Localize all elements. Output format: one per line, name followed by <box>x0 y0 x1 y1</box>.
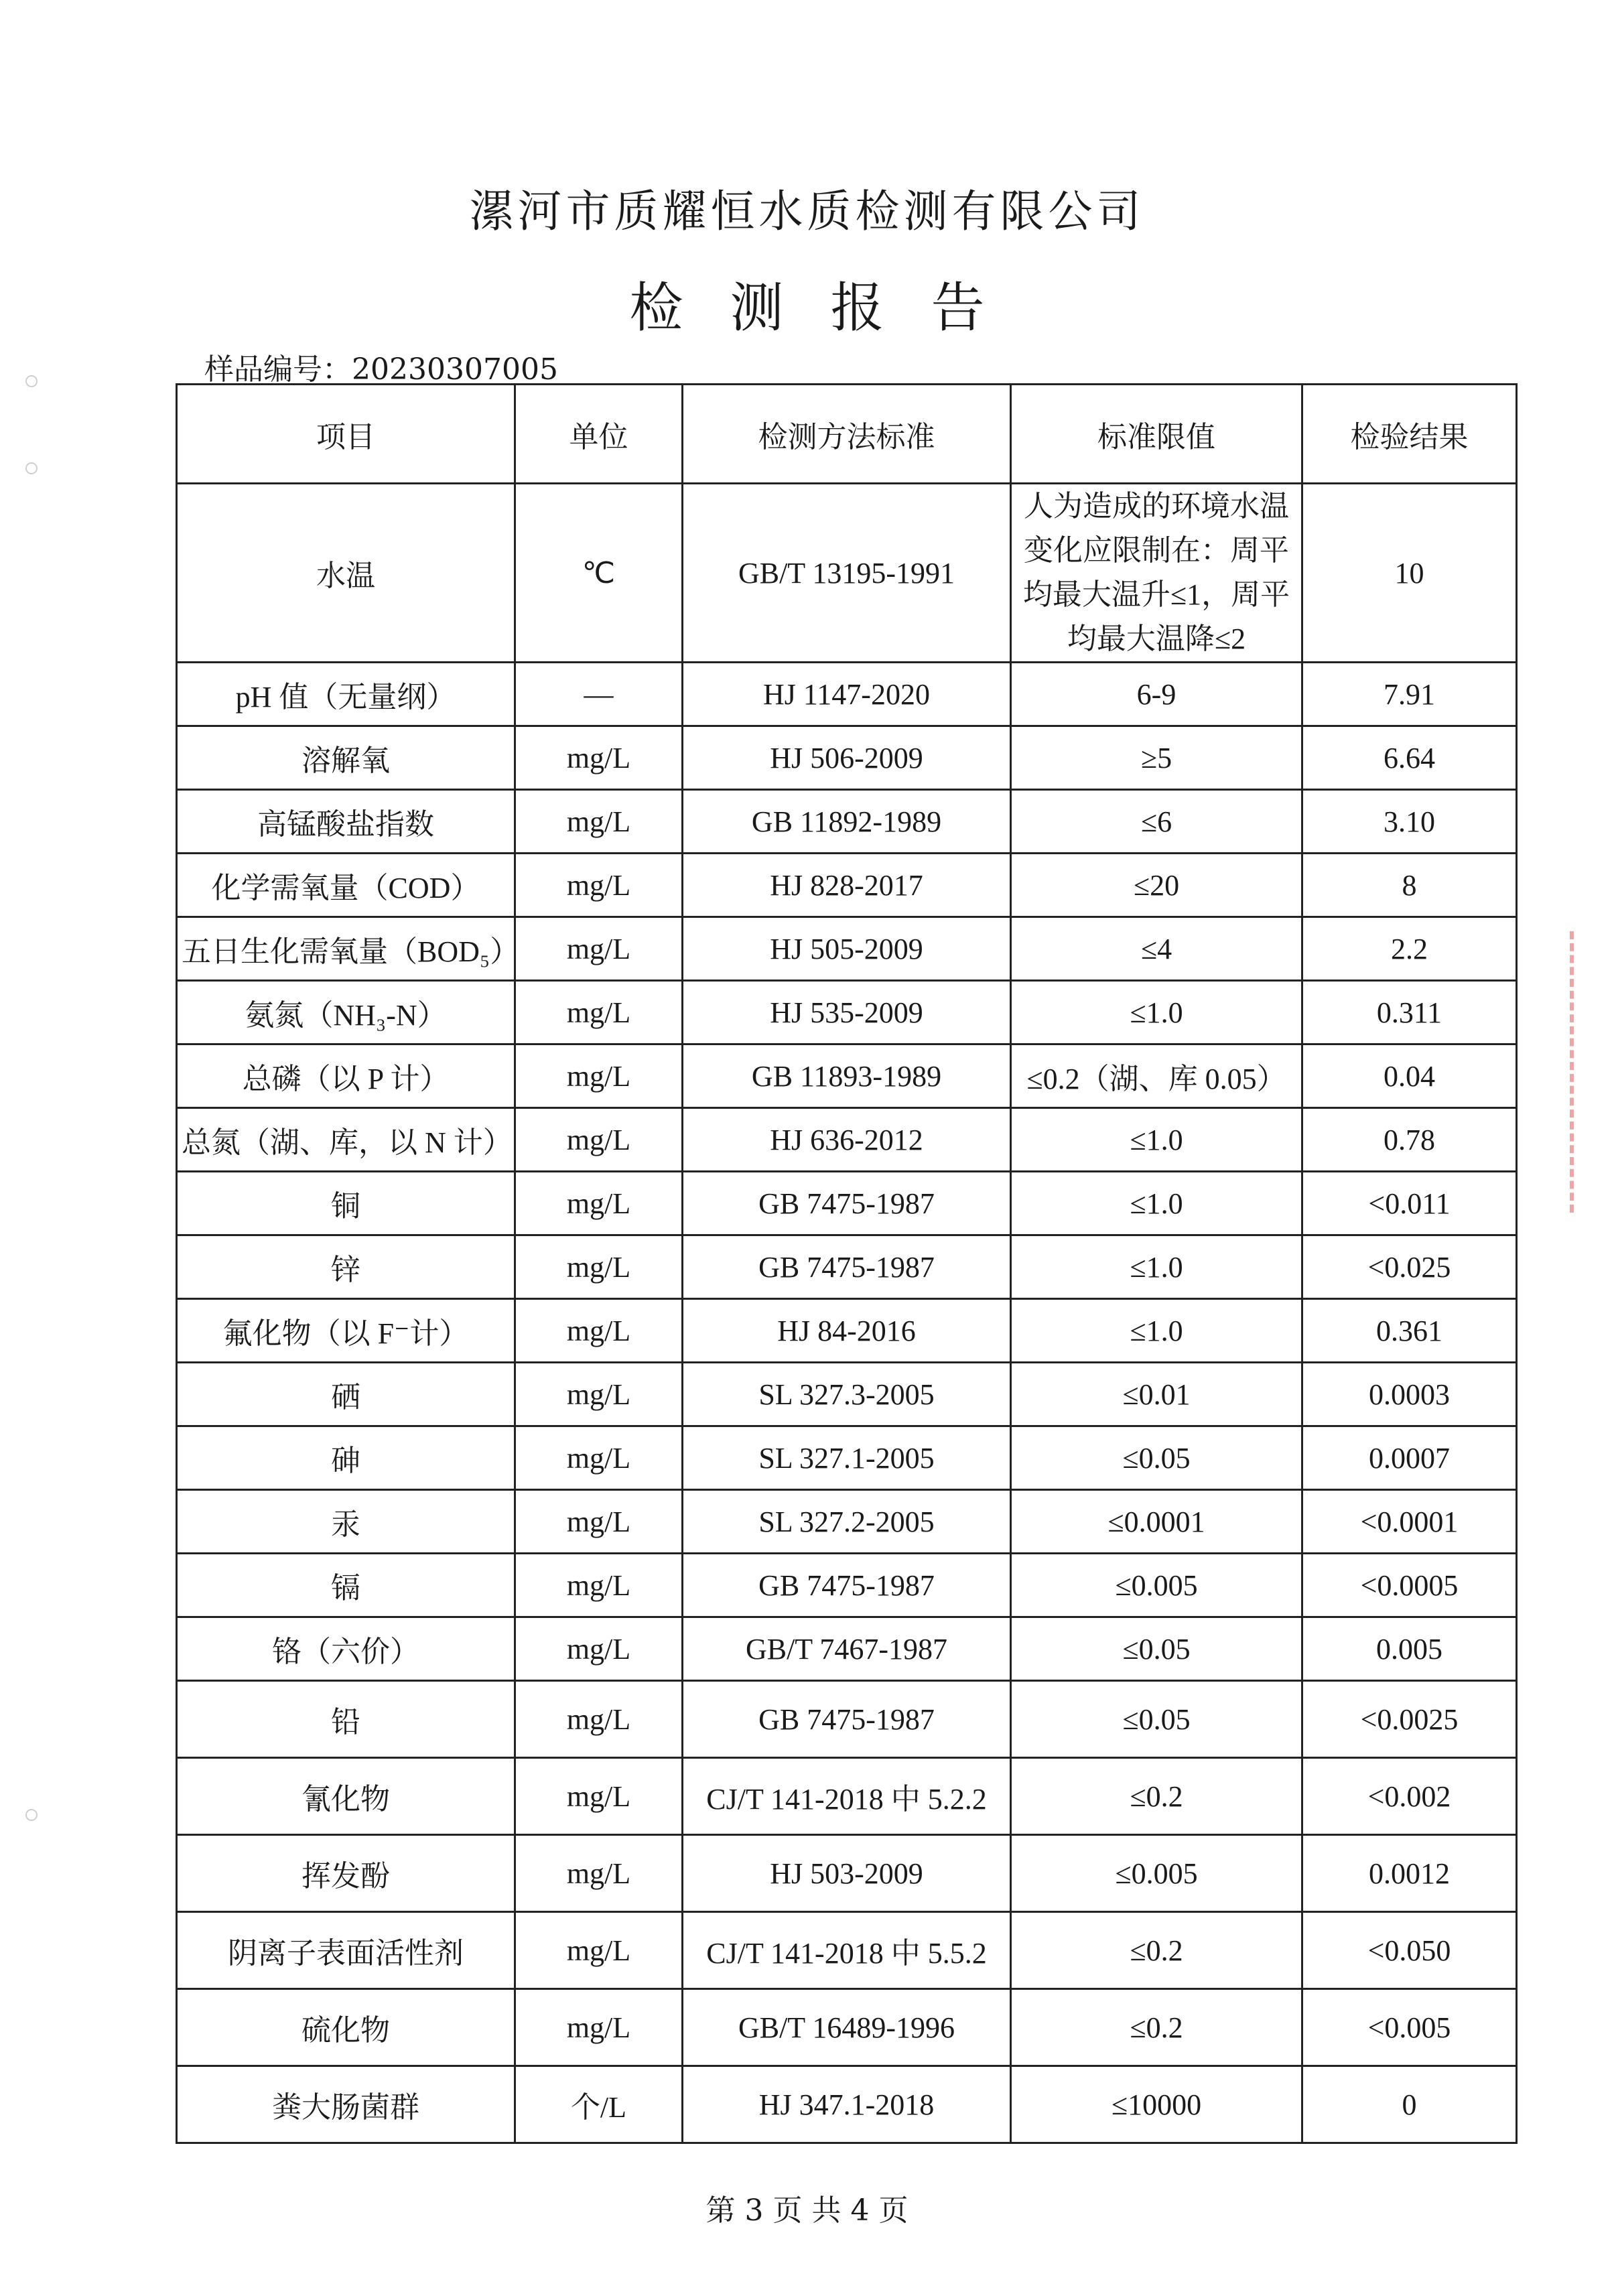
cell-unit: ℃ <box>515 484 683 663</box>
cell-method: GB 7475-1987 <box>683 1681 1011 1758</box>
table-row <box>177 1681 1517 1758</box>
cell-item: 锌 <box>177 1235 515 1299</box>
scan-mark <box>25 462 38 474</box>
cell-unit: mg/L <box>515 1426 683 1490</box>
header-item: 项目 <box>177 385 515 484</box>
cell-limit: ≤1.0 <box>1011 1108 1302 1172</box>
table-row <box>177 1554 1517 1617</box>
cell-item: 铬（六价） <box>177 1617 515 1681</box>
cell-item: 砷 <box>177 1426 515 1490</box>
scan-mark <box>25 375 38 387</box>
cell-item: 五日生化需氧量（BOD₅） <box>177 917 515 981</box>
cell-method: HJ 1147-2020 <box>683 663 1011 726</box>
cell-limit: ≤0.05 <box>1011 1426 1302 1490</box>
cell-unit: — <box>515 663 683 726</box>
cell-item: 挥发酚 <box>177 1835 515 1912</box>
cell-item: 溶解氧 <box>177 726 515 790</box>
page-footer: 第 3 页 共 4 页 <box>705 2193 909 2228</box>
cell-item: 总氮（湖、库，以 N 计） <box>177 1108 515 1172</box>
cell-item: pH 值（无量纲） <box>177 663 515 726</box>
cell-method: HJ 503-2009 <box>683 1835 1011 1912</box>
cell-limit: ≥5 <box>1011 726 1302 790</box>
table-row <box>177 663 1517 726</box>
cell-item: 总磷（以 P 计） <box>177 1044 515 1108</box>
cell-unit: mg/L <box>515 1363 683 1426</box>
cell-result: <0.025 <box>1302 1235 1517 1299</box>
cell-result: <0.0025 <box>1302 1681 1517 1758</box>
cell-method: GB 7475-1987 <box>683 1172 1011 1235</box>
cell-limit: ≤0.01 <box>1011 1363 1302 1426</box>
cell-result: <0.0005 <box>1302 1554 1517 1617</box>
cell-result: <0.005 <box>1302 1989 1517 2066</box>
cell-method: HJ 505-2009 <box>683 917 1011 981</box>
table-row <box>177 1299 1517 1363</box>
cell-method: HJ 535-2009 <box>683 981 1011 1044</box>
cell-limit: ≤4 <box>1011 917 1302 981</box>
table-row <box>177 1108 1517 1172</box>
company-name: 漯河市质耀恒水质检测有限公司 <box>469 186 1145 237</box>
cell-limit: ≤1.0 <box>1011 1172 1302 1235</box>
cell-item: 水温 <box>177 484 515 663</box>
table-header-row <box>177 385 1517 484</box>
cell-method: SL 327.1-2005 <box>683 1426 1011 1490</box>
header-limit: 标准限值 <box>1011 385 1302 484</box>
cell-result: 0.0012 <box>1302 1835 1517 1912</box>
cell-item: 铅 <box>177 1681 515 1758</box>
cell-result: <0.002 <box>1302 1758 1517 1835</box>
cell-item: 高锰酸盐指数 <box>177 790 515 854</box>
cell-unit: mg/L <box>515 1912 683 1989</box>
cell-result: 2.2 <box>1302 917 1517 981</box>
table-row <box>177 1044 1517 1108</box>
cell-method: HJ 506-2009 <box>683 726 1011 790</box>
table-row <box>177 1835 1517 1912</box>
cell-item: 氨氮（NH₃-N） <box>177 981 515 1044</box>
cell-unit: mg/L <box>515 1835 683 1912</box>
cell-unit: mg/L <box>515 917 683 981</box>
table-row <box>177 1758 1517 1835</box>
cell-limit: ≤0.2 <box>1011 1758 1302 1835</box>
cell-result: 0.005 <box>1302 1617 1517 1681</box>
cell-item: 铜 <box>177 1172 515 1235</box>
cell-limit: 6-9 <box>1011 663 1302 726</box>
cell-method: GB 11892-1989 <box>683 790 1011 854</box>
table-row <box>177 981 1517 1044</box>
cell-item: 氟化物（以 F⁻计） <box>177 1299 515 1363</box>
cell-limit: ≤0.005 <box>1011 1554 1302 1617</box>
cell-unit: mg/L <box>515 1108 683 1172</box>
cell-method: SL 327.2-2005 <box>683 1490 1011 1554</box>
cell-unit: mg/L <box>515 854 683 917</box>
cell-unit: mg/L <box>515 1617 683 1681</box>
header-method: 检测方法标准 <box>683 385 1011 484</box>
table-row <box>177 1426 1517 1490</box>
cell-limit: ≤1.0 <box>1011 1299 1302 1363</box>
cell-result: 0.0007 <box>1302 1426 1517 1490</box>
cell-limit: ≤1.0 <box>1011 981 1302 1044</box>
cell-method: CJ/T 141-2018 中 5.2.2 <box>683 1758 1011 1835</box>
table-row <box>177 1989 1517 2066</box>
cell-unit: mg/L <box>515 1490 683 1554</box>
cell-item: 硒 <box>177 1363 515 1426</box>
table-row <box>177 1617 1517 1681</box>
results-table <box>176 383 1518 2144</box>
cell-limit: ≤0.05 <box>1011 1617 1302 1681</box>
cell-method: GB/T 13195-1991 <box>683 484 1011 663</box>
table-row <box>177 484 1517 663</box>
cell-unit: mg/L <box>515 726 683 790</box>
cell-unit: mg/L <box>515 1989 683 2066</box>
cell-limit: ≤0.0001 <box>1011 1490 1302 1554</box>
cell-item: 硫化物 <box>177 1989 515 2066</box>
table-row <box>177 1235 1517 1299</box>
cell-method: HJ 347.1-2018 <box>683 2066 1011 2143</box>
table-row <box>177 854 1517 917</box>
cell-method: GB 11893-1989 <box>683 1044 1011 1108</box>
cell-unit: mg/L <box>515 1758 683 1835</box>
cell-limit: ≤10000 <box>1011 2066 1302 2143</box>
cell-unit: mg/L <box>515 1044 683 1108</box>
cell-result: 6.64 <box>1302 726 1517 790</box>
cell-unit: mg/L <box>515 790 683 854</box>
cell-result: <0.050 <box>1302 1912 1517 1989</box>
cell-item: 阴离子表面活性剂 <box>177 1912 515 1989</box>
cell-unit: mg/L <box>515 1681 683 1758</box>
table-row <box>177 790 1517 854</box>
table-row <box>177 2066 1517 2143</box>
sample-number-label: 样品编号： <box>204 352 352 387</box>
cell-method: HJ 84-2016 <box>683 1299 1011 1363</box>
table-row <box>177 917 1517 981</box>
header-unit: 单位 <box>515 385 683 484</box>
cell-unit: mg/L <box>515 981 683 1044</box>
cell-limit: ≤0.005 <box>1011 1835 1302 1912</box>
cell-result: <0.011 <box>1302 1172 1517 1235</box>
cell-limit: ≤0.2 <box>1011 1912 1302 1989</box>
cell-result: <0.0001 <box>1302 1490 1517 1554</box>
cell-method: GB/T 7467-1987 <box>683 1617 1011 1681</box>
cell-limit: ≤1.0 <box>1011 1235 1302 1299</box>
cell-result: 0.04 <box>1302 1044 1517 1108</box>
cell-result: 0.0003 <box>1302 1363 1517 1426</box>
cell-unit: mg/L <box>515 1299 683 1363</box>
cell-result: 0.361 <box>1302 1299 1517 1363</box>
cell-unit: mg/L <box>515 1235 683 1299</box>
cell-unit: mg/L <box>515 1172 683 1235</box>
cell-unit: 个/L <box>515 2066 683 2143</box>
cell-method: GB 7475-1987 <box>683 1235 1011 1299</box>
cell-method: CJ/T 141-2018 中 5.5.2 <box>683 1912 1011 1989</box>
cell-method: SL 327.3-2005 <box>683 1363 1011 1426</box>
cell-limit: 人为造成的环境水温变化应限制在：周平均最大温升≤1，周平均最大温降≤2 <box>1011 484 1302 663</box>
cell-limit: ≤20 <box>1011 854 1302 917</box>
table-row <box>177 1490 1517 1554</box>
cell-item: 汞 <box>177 1490 515 1554</box>
sample-number <box>204 345 558 388</box>
table-row <box>177 726 1517 790</box>
table-row <box>177 1172 1517 1235</box>
cell-limit: ≤0.2 <box>1011 1989 1302 2066</box>
cell-item: 化学需氧量（COD） <box>177 854 515 917</box>
cell-result: 0 <box>1302 2066 1517 2143</box>
sample-number-value: 20230307005 <box>352 352 558 387</box>
red-stamp-edge <box>1570 931 1614 1213</box>
report-title: 检测报告 <box>629 277 1032 339</box>
cell-result: 8 <box>1302 854 1517 917</box>
cell-item: 粪大肠菌群 <box>177 2066 515 2143</box>
cell-method: HJ 828-2017 <box>683 854 1011 917</box>
cell-result: 0.78 <box>1302 1108 1517 1172</box>
table-row <box>177 1363 1517 1426</box>
cell-limit: ≤0.05 <box>1011 1681 1302 1758</box>
cell-unit: mg/L <box>515 1554 683 1617</box>
cell-limit: ≤0.2（湖、库 0.05） <box>1011 1044 1302 1108</box>
cell-method: GB/T 16489-1996 <box>683 1989 1011 2066</box>
cell-result: 7.91 <box>1302 663 1517 726</box>
cell-result: 3.10 <box>1302 790 1517 854</box>
table-row <box>177 1912 1517 1989</box>
cell-method: HJ 636-2012 <box>683 1108 1011 1172</box>
cell-item: 氰化物 <box>177 1758 515 1835</box>
cell-method: GB 7475-1987 <box>683 1554 1011 1617</box>
cell-limit: ≤6 <box>1011 790 1302 854</box>
cell-result: 0.311 <box>1302 981 1517 1044</box>
cell-item: 镉 <box>177 1554 515 1617</box>
scan-mark <box>25 1809 38 1821</box>
cell-result: 10 <box>1302 484 1517 663</box>
header-result: 检验结果 <box>1302 385 1517 484</box>
